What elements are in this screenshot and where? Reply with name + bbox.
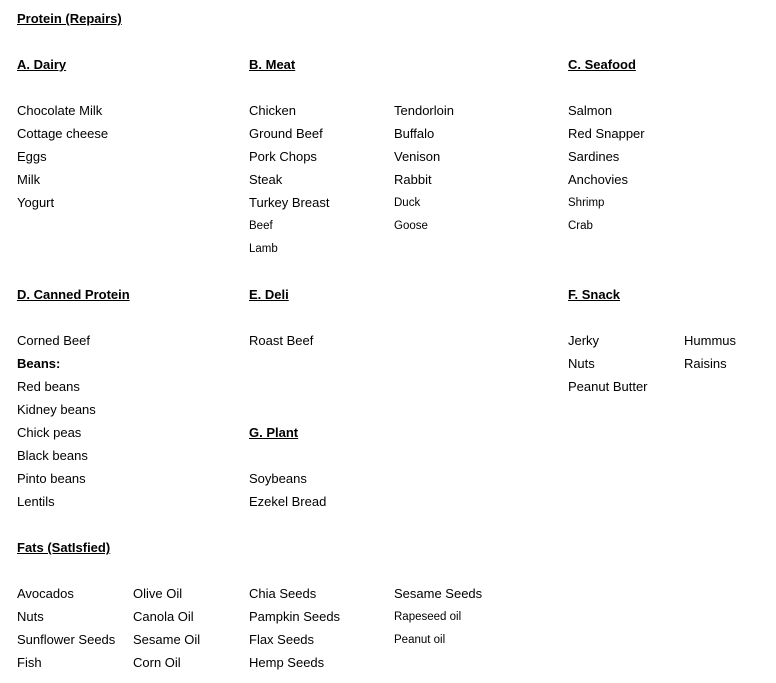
- list-item-snack: Hummus: [684, 333, 737, 348]
- list-item-fats: Fish: [17, 655, 42, 670]
- list-item-canned: Red beans: [17, 379, 80, 394]
- list-item-fats: Canola Oil: [133, 609, 194, 624]
- list-item-canned: Pinto beans: [17, 471, 86, 486]
- list-item-dairy: Chocolate Milk: [17, 103, 103, 118]
- list-item-meat: Ground Beef: [249, 126, 323, 141]
- list-item-dairy: Yogurt: [17, 195, 55, 210]
- meat-heading: B. Meat: [249, 57, 296, 72]
- list-item-fats: Flax Seeds: [249, 632, 315, 647]
- list-item-meat: Steak: [249, 172, 283, 187]
- protein-title: Protein (Repairs): [17, 11, 122, 26]
- list-item-meat: Duck: [394, 197, 421, 209]
- list-item-snack: Raisins: [684, 356, 727, 371]
- list-item-snack: Nuts: [568, 356, 595, 371]
- list-item-meat: Goose: [394, 220, 428, 232]
- list-item-canned: Lentils: [17, 494, 55, 509]
- list-item-seafood: Red Snapper: [568, 126, 645, 141]
- list-item-plant: Ezekel Bread: [249, 494, 327, 509]
- list-item-seafood: Shrimp: [568, 197, 605, 209]
- list-item-seafood: Anchovies: [568, 172, 628, 187]
- list-item-meat: Pork Chops: [249, 149, 317, 164]
- seafood-heading: C. Seafood: [568, 57, 636, 72]
- list-item-meat: Beef: [249, 220, 273, 232]
- list-item-canned: Corned Beef: [17, 333, 90, 348]
- list-item-dairy: Cottage cheese: [17, 126, 109, 141]
- list-item-fats: Chia Seeds: [249, 586, 317, 601]
- deli-heading: E. Deli: [249, 287, 289, 302]
- list-item-meat: Venison: [394, 149, 441, 164]
- list-item-fats: Rapeseed oil: [394, 611, 462, 623]
- list-item-fats: Sunflower Seeds: [17, 632, 116, 647]
- list-item-canned: Kidney beans: [17, 402, 96, 417]
- list-item-snack: Jerky: [568, 333, 600, 348]
- list-item-fats: Peanut oil: [394, 634, 446, 646]
- plant-heading: G. Plant: [249, 425, 299, 440]
- list-item-fats: Sesame Oil: [133, 632, 201, 647]
- list-item-meat: Rabbit: [394, 172, 432, 187]
- list-item-snack: Peanut Butter: [568, 379, 648, 394]
- list-item-meat: Chicken: [249, 103, 296, 118]
- list-item-seafood: Sardines: [568, 149, 620, 164]
- canned-heading: D. Canned Protein: [17, 287, 130, 302]
- list-item-meat: Turkey Breast: [249, 195, 330, 210]
- list-item-meat: Lamb: [249, 243, 278, 255]
- list-item-meat: Buffalo: [394, 126, 435, 141]
- snack-heading: F. Snack: [568, 287, 621, 302]
- list-item-fats: Sesame Seeds: [394, 586, 483, 601]
- list-item-canned: Chick peas: [17, 425, 82, 440]
- dairy-heading: A. Dairy: [17, 57, 67, 72]
- list-item-canned-subheading: Beans:: [17, 356, 61, 371]
- list-item-canned: Black beans: [17, 448, 88, 463]
- list-item-fats: Avocados: [17, 586, 74, 601]
- list-item-fats: Hemp Seeds: [249, 655, 325, 670]
- list-item-fats: Pampkin Seeds: [249, 609, 341, 624]
- list-item-plant: Soybeans: [249, 471, 307, 486]
- list-item-dairy: Eggs: [17, 149, 47, 164]
- fats-title: Fats (SatIsfied): [17, 540, 111, 555]
- list-item-fats: Olive Oil: [133, 586, 183, 601]
- list-item-fats: Nuts: [17, 609, 44, 624]
- list-item-fats: Corn Oil: [133, 655, 181, 670]
- list-item-seafood: Crab: [568, 220, 593, 232]
- list-item-meat: Tendorloin: [394, 103, 454, 118]
- list-item-seafood: Salmon: [568, 103, 613, 118]
- list-item-dairy: Milk: [17, 172, 41, 187]
- list-item-deli: Roast Beef: [249, 333, 314, 348]
